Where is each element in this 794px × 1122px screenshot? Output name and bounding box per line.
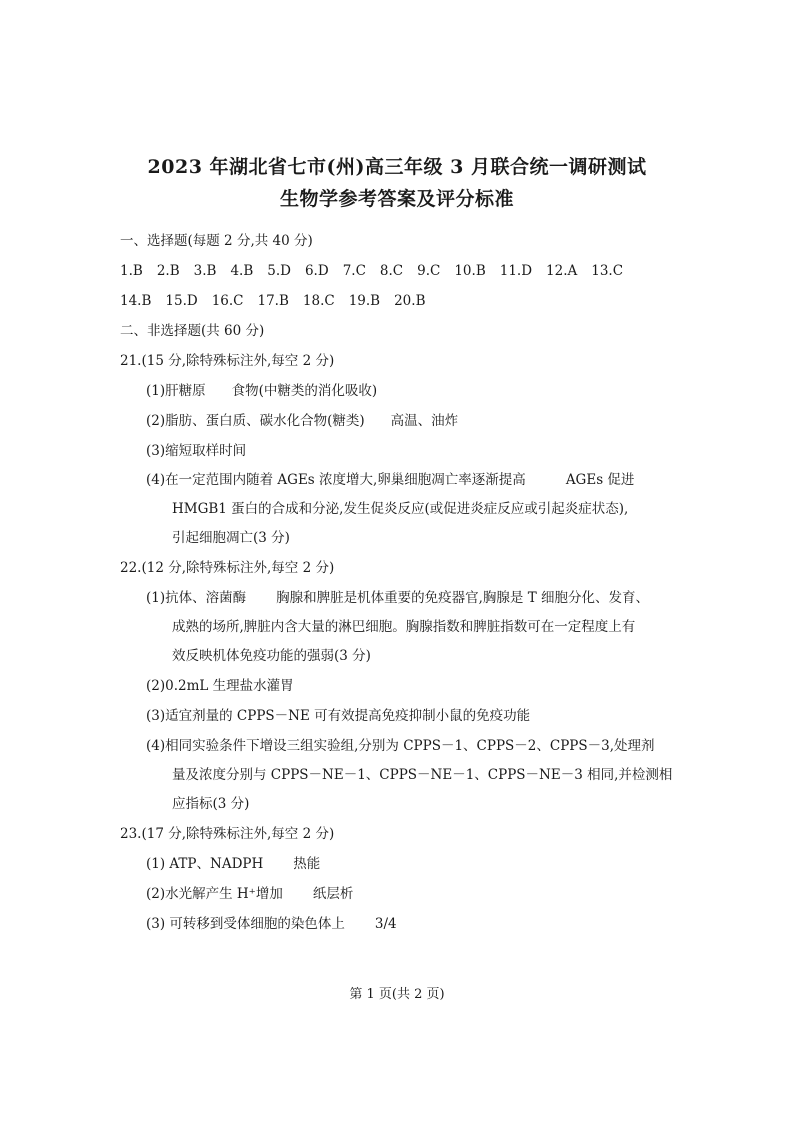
mcq-answer: 4.B [230,263,254,279]
q21-answer-4-line-3: 引起细胞凋亡(3 分) [172,530,290,546]
q23-answer-2 [146,885,353,903]
mcq-answer: 16.C [211,293,244,309]
mcq-answer: 6.D [304,263,329,279]
q21-answer-2a: (2)脂肪、蛋白质、碳水化合物(糖类) [146,413,365,429]
q22-answer-2: (2)0.2mL 生理盐水灌胃 [146,678,294,694]
mcq-answer: 20.B [394,293,426,309]
q23-answer-1 [146,855,320,873]
page-footer: 第 1 页(共 2 页) [349,987,445,1002]
q22-answer-1-line-3: 效反映机体免疫功能的强弱(3 分) [172,648,371,664]
section-1-heading: 一、选择题(每题 2 分,共 40 分) [120,233,313,249]
mcq-answer: 7.C [342,263,366,279]
q21-answer-4a: (4)在一定范围内随着 AGEs 浓度增大,卵巢细胞凋亡率逐渐提高 [146,472,526,488]
mcq-answer: 8.C [379,263,404,279]
q22-answer-1a: (1)抗体、溶菌酶 [146,590,247,606]
mcq-answers-row-2 [120,292,439,310]
q23-answer-3a: (3) 可转移到受体细胞的染色体上 [146,916,345,932]
mcq-answer: 12.A [546,263,578,279]
q21-answer-1b: 食物(中糖类的消化吸收) [231,383,378,399]
mcq-answers-row-1 [120,262,637,280]
q22-answer-4-line-2: 量及浓度分别与 CPPS－NE－1、CPPS－NE－1、CPPS－NE－3 相同,并检测相 [172,767,673,783]
page-title-line-1: 2023 年湖北省七市(州)高三年级 3 月联合统一调研测试 [147,156,647,178]
mcq-answer: 18.C [302,293,335,309]
q22-answer-3: (3)适宜剂量的 CPPS－NE 可有效提高免疫抑制小鼠的免疫功能 [146,708,531,724]
q21-answer-2b: 高温、油炸 [390,413,459,429]
q23-answer-1a: (1) ATP、NADPH [146,856,264,872]
q21-header: 21.(15 分,除特殊标注外,每空 2 分) [120,353,335,369]
mcq-answer: 5.D [267,263,291,279]
section-2-heading: 二、非选择题(共 60 分) [120,323,265,339]
q23-answer-1b: 热能 [293,856,321,872]
q22-answer-1-line-2: 成熟的场所,脾脏内含大量的淋巴细胞。胸腺指数和脾脏指数可在一定程度上有 [172,619,636,635]
mcq-answer: 15.D [165,293,198,309]
mcq-answer: 11.D [499,263,533,279]
q21-answer-4-line-2: HMGB1 蛋白的合成和分泌,发生促炎反应(或促进炎症反应或引起炎症状态), [172,501,629,517]
mcq-answer: 2.B [156,263,180,279]
q23-header: 23.(17 分,除特殊标注外,每空 2 分) [120,826,335,842]
mcq-answer: 19.B [348,293,381,309]
q22-header: 22.(12 分,除特殊标注外,每空 2 分) [120,560,335,576]
mcq-answer: 3.B [193,263,217,279]
q21-answer-3: (3)缩短取样时间 [146,443,247,459]
mcq-answer: 10.B [454,263,486,279]
q23-answer-3b: 3/4 [374,916,397,932]
mcq-answer: 9.C [417,263,441,279]
q21-answer-1a: (1)肝糖原 [146,383,206,399]
q22-answer-1-line-1 [146,589,649,607]
mcq-answer: 14.B [120,293,152,309]
q21-answer-1 [146,382,377,400]
q22-answer-1b: 胸腺和脾脏是机体重要的免疫器官,胸腺是 T 细胞分化、发育、 [276,590,650,606]
q22-answer-4-line-1: (4)相同实验条件下增设三组实验组,分别为 CPPS－1、CPPS－2、CPPS－3,处理剂 [146,738,655,754]
q22-answer-4-line-3: 应指标(3 分) [172,796,250,812]
mcq-answer: 1.B [120,263,143,279]
page-title-line-2: 生物学参考答案及评分标准 [279,188,514,210]
q23-answer-2a: (2)水光解产生 H⁺增加 [146,886,283,902]
q23-answer-3 [146,915,397,933]
mcq-answer: 17.B [257,293,289,309]
q21-answer-4b: AGEs 促进 [565,472,635,488]
mcq-answer: 13.C [591,263,624,279]
q21-answer-4-line-1 [146,471,634,489]
q23-answer-2b: 纸层析 [312,886,354,902]
q21-answer-2 [146,412,458,430]
